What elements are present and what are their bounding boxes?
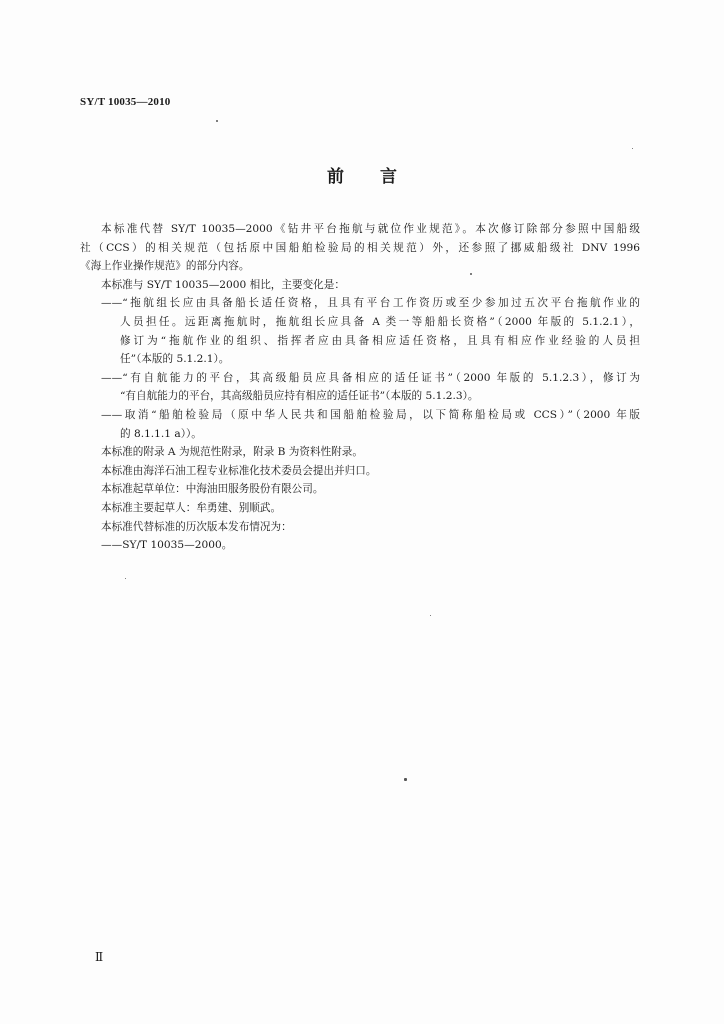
paragraph-line: 本标准的附录 A 为规范性附录，附录 B 为资料性附录。 [101,446,363,459]
list-item-line: “有自航能力的平台，其高级船员应持有相应的适任证书”（本版的 5.1.2.3）。 [120,390,479,403]
paragraph-line: 本标准主要起草人：牟勇建、别顺武。 [101,501,282,514]
paragraph-line: 本标准由海洋石油工程专业标准化技术委员会提出并归口。 [101,464,377,477]
paragraph-line: 本标准与 SY/T 10035—2000 相比，主要变化是： [101,278,345,291]
scan-speck [430,615,431,616]
paragraph-line: 本标准代替 SY/T 10035—2000《钻井平台拖航与就位作业规范》。本次修订除部分参照中国船级 [101,223,640,235]
paragraph-line: 社（CCS）的相关规范（包括原中国船舶检验局的相关规范）外，还参照了挪威船级社 DNV 1996 [80,241,640,254]
scan-speck [404,778,407,781]
list-item-line: 修订为“拖航作业的组织、指挥者应由具备相应适任资格，且具有相应作业经验的人员担 [120,334,640,347]
page-title [0,162,724,187]
title-char-2: 言 [380,167,397,187]
paragraph-line: 《海上作业操作规范》的部分内容。 [80,260,250,273]
foreword-body [80,220,640,555]
list-item-line: 人员担任。远距离拖航时，拖航组长应具备 A 类一等船船长资格”（2000 年版的 5.1.2.1）， [120,315,640,328]
list-item-line: ——“有自航能力的平台，其高级船员应具备相应的适任证书”（2000 年版的 5.1.2.3），修订为 [101,371,640,384]
scan-speck [125,578,126,579]
title-char-1: 前 [327,167,344,187]
document-code: SY/T 10035—2010 [80,96,171,108]
paragraph-line: 本标准代替标准的历次版本发布情况为： [101,520,292,533]
scan-speck [470,273,472,275]
page-number: Ⅱ [95,950,104,964]
paragraph-line: 本标准起草单位：中海油田服务股份有限公司。 [101,483,324,496]
list-item-line: ——取消“船舶检验局（原中华人民共和国船舶检验局，以下简称船检局或 CCS）”（2000 年版 [101,408,640,421]
list-item-line: ——SY/T 10035—2000。 [101,539,233,552]
scan-speck [216,120,218,122]
list-item-line: 的 8.1.1.1 a））。 [120,427,202,440]
scan-speck [632,148,633,149]
list-item-line: ——“拖航组长应由具备船长适任资格，且具有平台工作资历或至少参加过五次平台拖航作业的 [101,297,640,310]
list-item-line: 任”（本版的 5.1.2.1）。 [120,353,230,366]
